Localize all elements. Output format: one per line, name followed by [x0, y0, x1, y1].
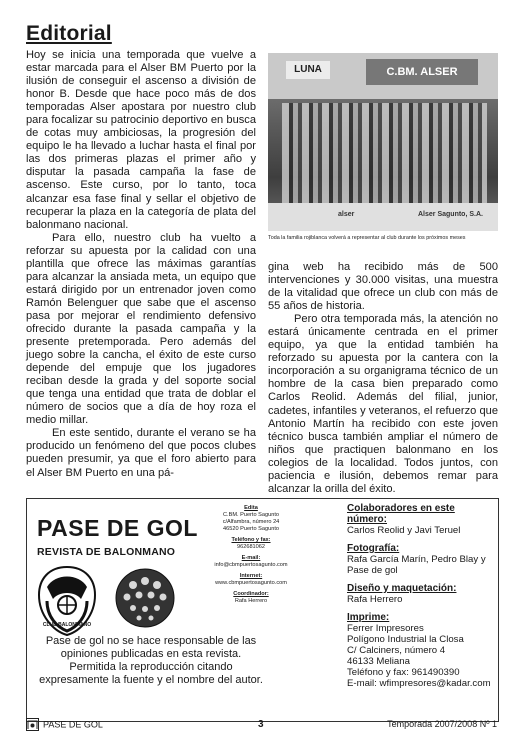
- credits-value: Rafa Herrero: [347, 594, 403, 605]
- credits: [347, 503, 495, 696]
- credits-heading: Imprime:: [347, 612, 390, 623]
- disclaimer: [33, 635, 269, 687]
- article-paragraph: Pero otra temporada más, la atención no estará únicamente centrada en el primer equipo, ya que la entidad también ha reforzado su apuesta por la cantera con la incorporación a su organigrama técnico de un hombre de la casa bien preparado como Carlos Reolid. Además del filial, junior, cadetes, infantiles y veteranos, el refuerzo que Antonio Martín ha recibido con este joven técnico busca también ampliar el número de niños que practiquen balonmano en los colegios de la localidad. Todos juntos, con paciencia e ilusión, debemos remar para alcanzar la orilla del éxito.: [268, 313, 498, 495]
- contact-heading-coordinador: Coordinador:: [233, 591, 269, 597]
- magazine-brand: PASE DE GOL: [37, 515, 198, 541]
- footer-left: [26, 718, 103, 731]
- editorial-article: [26, 49, 498, 495]
- article-column-right: [268, 261, 498, 496]
- credits-colaboradores: [347, 503, 495, 536]
- credits-heading: Colaboradores en este número:: [347, 503, 455, 525]
- contact-edita-line: c/Alfambra, número 24: [222, 519, 280, 525]
- contact-heading-telefono: Teléfono y fax:: [231, 537, 271, 543]
- credits-imprime: [347, 612, 495, 689]
- photo-sign-luna: LUNA: [286, 61, 330, 79]
- contact-telefono: 962681062: [237, 544, 265, 550]
- article-column-left: [26, 49, 256, 480]
- disclaimer-line: Pase de gol no se hace responsable de las opiniones publicadas en esta revista.: [45, 635, 257, 660]
- article-paragraph: Hoy se inicia una temporada que vuelve a estar marcada para el Alser BM Puerto por la ilusión de conseguir el ascenso a división de honor B. Desde que hace poco más de dos temporadas Alser apostara por nuestro club para focalizar su patrocinio deportivo en busca de cotas muy ambiciosas, la progresión del equipo le ha llevado a luchar hasta el final por las dos primeras plazas el primer año y disputar la pasada campaña la fase de ascenso. Este curso, por lo tanto, toca alcanzar esa fase final y sellar el objetivo de recuperar la plaza en la categoría de plata del balonmano nacional.: [26, 49, 256, 231]
- team-photo: [268, 53, 498, 231]
- credits-value: Carlos Reolid y Javi Teruel: [347, 525, 461, 536]
- credits-value: Polígono Industrial la Closa: [347, 634, 464, 645]
- credits-diseno: [347, 583, 495, 605]
- photo-banner-left: alser: [338, 211, 355, 218]
- contact-heading-internet: Internet:: [239, 573, 263, 579]
- credits-fotografia: [347, 543, 495, 576]
- credits-value: 46133 Meliana: [347, 656, 410, 667]
- magazine-subtitle: REVISTA DE BALONMANO: [37, 546, 176, 558]
- club-logo-text: CLUB BALONMANO: [42, 622, 92, 628]
- contact-heading-edita: Edita: [244, 505, 258, 511]
- publisher-contact: [205, 505, 297, 605]
- ball-logo-icon: [109, 565, 181, 631]
- disclaimer-line: Permitida la reproducción citando expresamente la fuente y el nombre del autor.: [39, 661, 263, 686]
- credits-value: C/ Calciners, número 4: [347, 645, 446, 656]
- club-logo-icon: [33, 565, 101, 637]
- contact-edita-line: C.BM. Puerto Sagunto: [223, 512, 279, 518]
- credits-value: Ferrer Impresores: [347, 623, 424, 634]
- photo-banner: [268, 203, 498, 231]
- page-title: Editorial: [26, 22, 112, 45]
- contact-email[interactable]: info@cbmpuertosagunto.com: [214, 562, 288, 568]
- credits-heading: Diseño y maquetación:: [347, 583, 457, 594]
- credits-value: E-mail: wfimpresores@kadar.com: [347, 678, 491, 689]
- masthead-box: [26, 498, 499, 722]
- contact-heading-email: E-mail:: [241, 555, 261, 561]
- credits-value: Teléfono y fax: 961490390: [347, 667, 460, 678]
- photo-banner-right: Alser Sagunto, S.A.: [418, 211, 483, 218]
- photo-caption: Toda la familia rojiblanca volverá a representar al club durante los próximos meses: [268, 235, 466, 241]
- contact-edita-line: 46520 Puerto Sagunto: [223, 526, 279, 532]
- credits-heading: Fotografía:: [347, 543, 400, 554]
- goal-logo-icon: [26, 718, 39, 731]
- contact-coordinador: Rafa Herrero: [234, 598, 268, 604]
- photo-team-rows: [282, 103, 487, 203]
- article-paragraph: En este sentido, durante el verano se ha producido un fenómeno del que pocos clubes pueden presumir, ya que el foro abierto para el Alser BM Puerto en una pá-: [26, 427, 256, 479]
- credits-value: Rafa García Marín, Pedro Blay y Pase de gol: [347, 554, 486, 576]
- page-number: 3: [258, 719, 264, 730]
- footer-brand: PASE DE GOL: [43, 719, 103, 730]
- contact-internet[interactable]: www.cbmpuertosagunto.com: [215, 580, 287, 586]
- footer-issue: Temporada 2007/2008 Nº 1: [387, 719, 497, 729]
- article-paragraph: gina web ha recibido más de 500 intervenciones y 30.000 visitas, una muestra de la vitalidad que ofrece un club con más de 55 años de historia.: [268, 261, 498, 313]
- article-paragraph: Para ello, nuestro club ha vuelto a reforzar su apuesta por la calidad con una plantilla que ofrece las máximas garantías para alcanzar la ansiada meta, un equipo que estará dirigido por un entrenador joven como Ramón Belenguer que sabe que el ascenso pasa por mejorar el rendimiento defensivo ofrecido durante la pasada campaña y la presente pretemporada. Pero además del juego sobre la cancha, el éxito de este curso depende del empuje que los jugadores reciban desde la grada y del soporte social que tenga una entidad que trata de doblar el número de socios que a día de hoy roza el medio millar.: [26, 231, 256, 427]
- photo-sign-alser: C.BM. ALSER: [366, 59, 478, 85]
